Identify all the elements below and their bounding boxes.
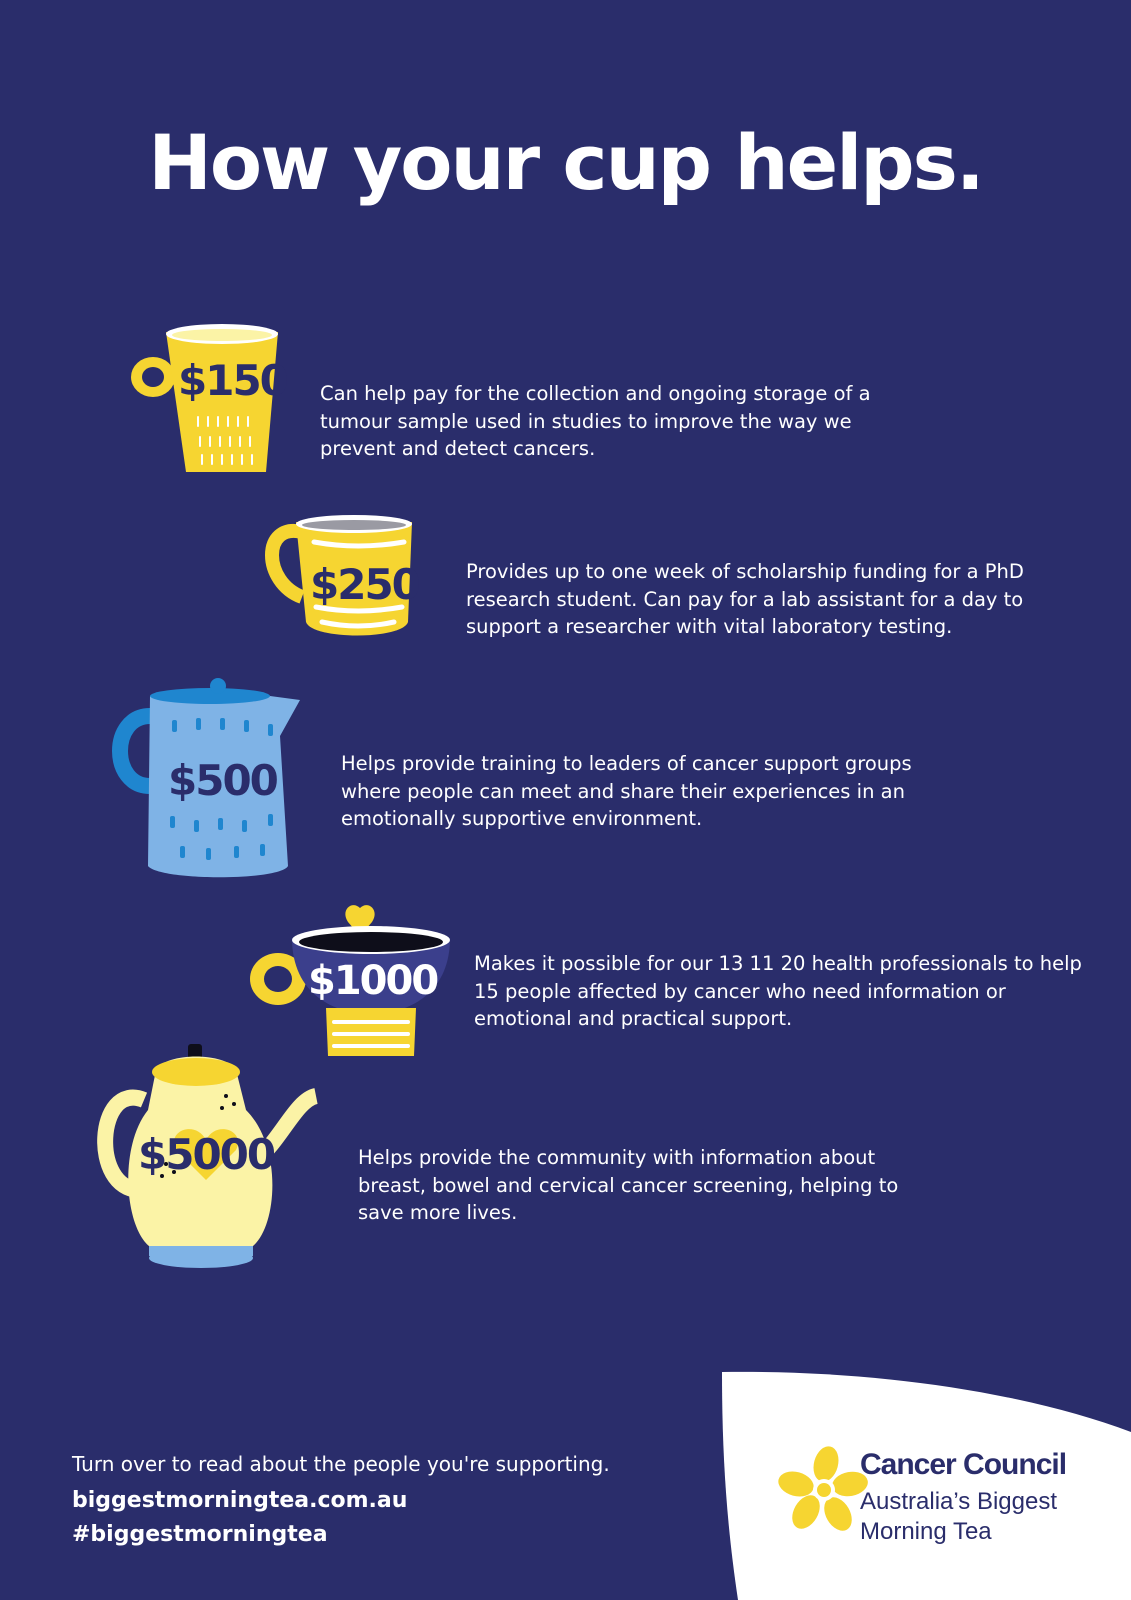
item-150-text: Can help pay for the collection and ongoing storage of a tumour sample used in studies to improve the way we prevent and detect cancers.	[320, 382, 871, 460]
amount-500: $500	[168, 756, 277, 805]
item-500-text: Helps provide training to leaders of cancer support groups where people can meet and share their experiences in an emotionally supportive environment.	[341, 752, 912, 830]
logo-line-1: Australia’s Biggest	[860, 1488, 1057, 1515]
website-link[interactable]: biggestmorningtea.com.au	[72, 1488, 408, 1513]
item-1000-text: Makes it possible for our 13 11 20 health professionals to help 15 people affected by cancer who need information or emotional and practical support.	[474, 952, 1082, 1030]
amount-5000: $5000	[138, 1130, 275, 1179]
daffodil-logo-icon	[778, 1446, 868, 1536]
turn-over-text: Turn over to read about the people you're supporting.	[72, 1452, 610, 1476]
hashtag-text: #biggestmorningtea	[72, 1522, 328, 1547]
logo-line-2: Morning Tea	[860, 1518, 992, 1545]
item-250-text: Provides up to one week of scholarship funding for a PhD research student. Can pay for a lab assistant for a day to support a researcher with vital laboratory testing.	[466, 560, 1024, 638]
item-5000-text: Helps provide the community with information about breast, bowel and cervical cancer screening, helping to save more lives.	[358, 1146, 899, 1224]
page-title: How your cup helps.	[148, 118, 983, 207]
amount-1000: $1000	[308, 958, 438, 1004]
logo-org-name: Cancer Council	[860, 1448, 1067, 1481]
amount-150: $150	[178, 356, 287, 405]
amount-250: $250	[310, 560, 419, 609]
